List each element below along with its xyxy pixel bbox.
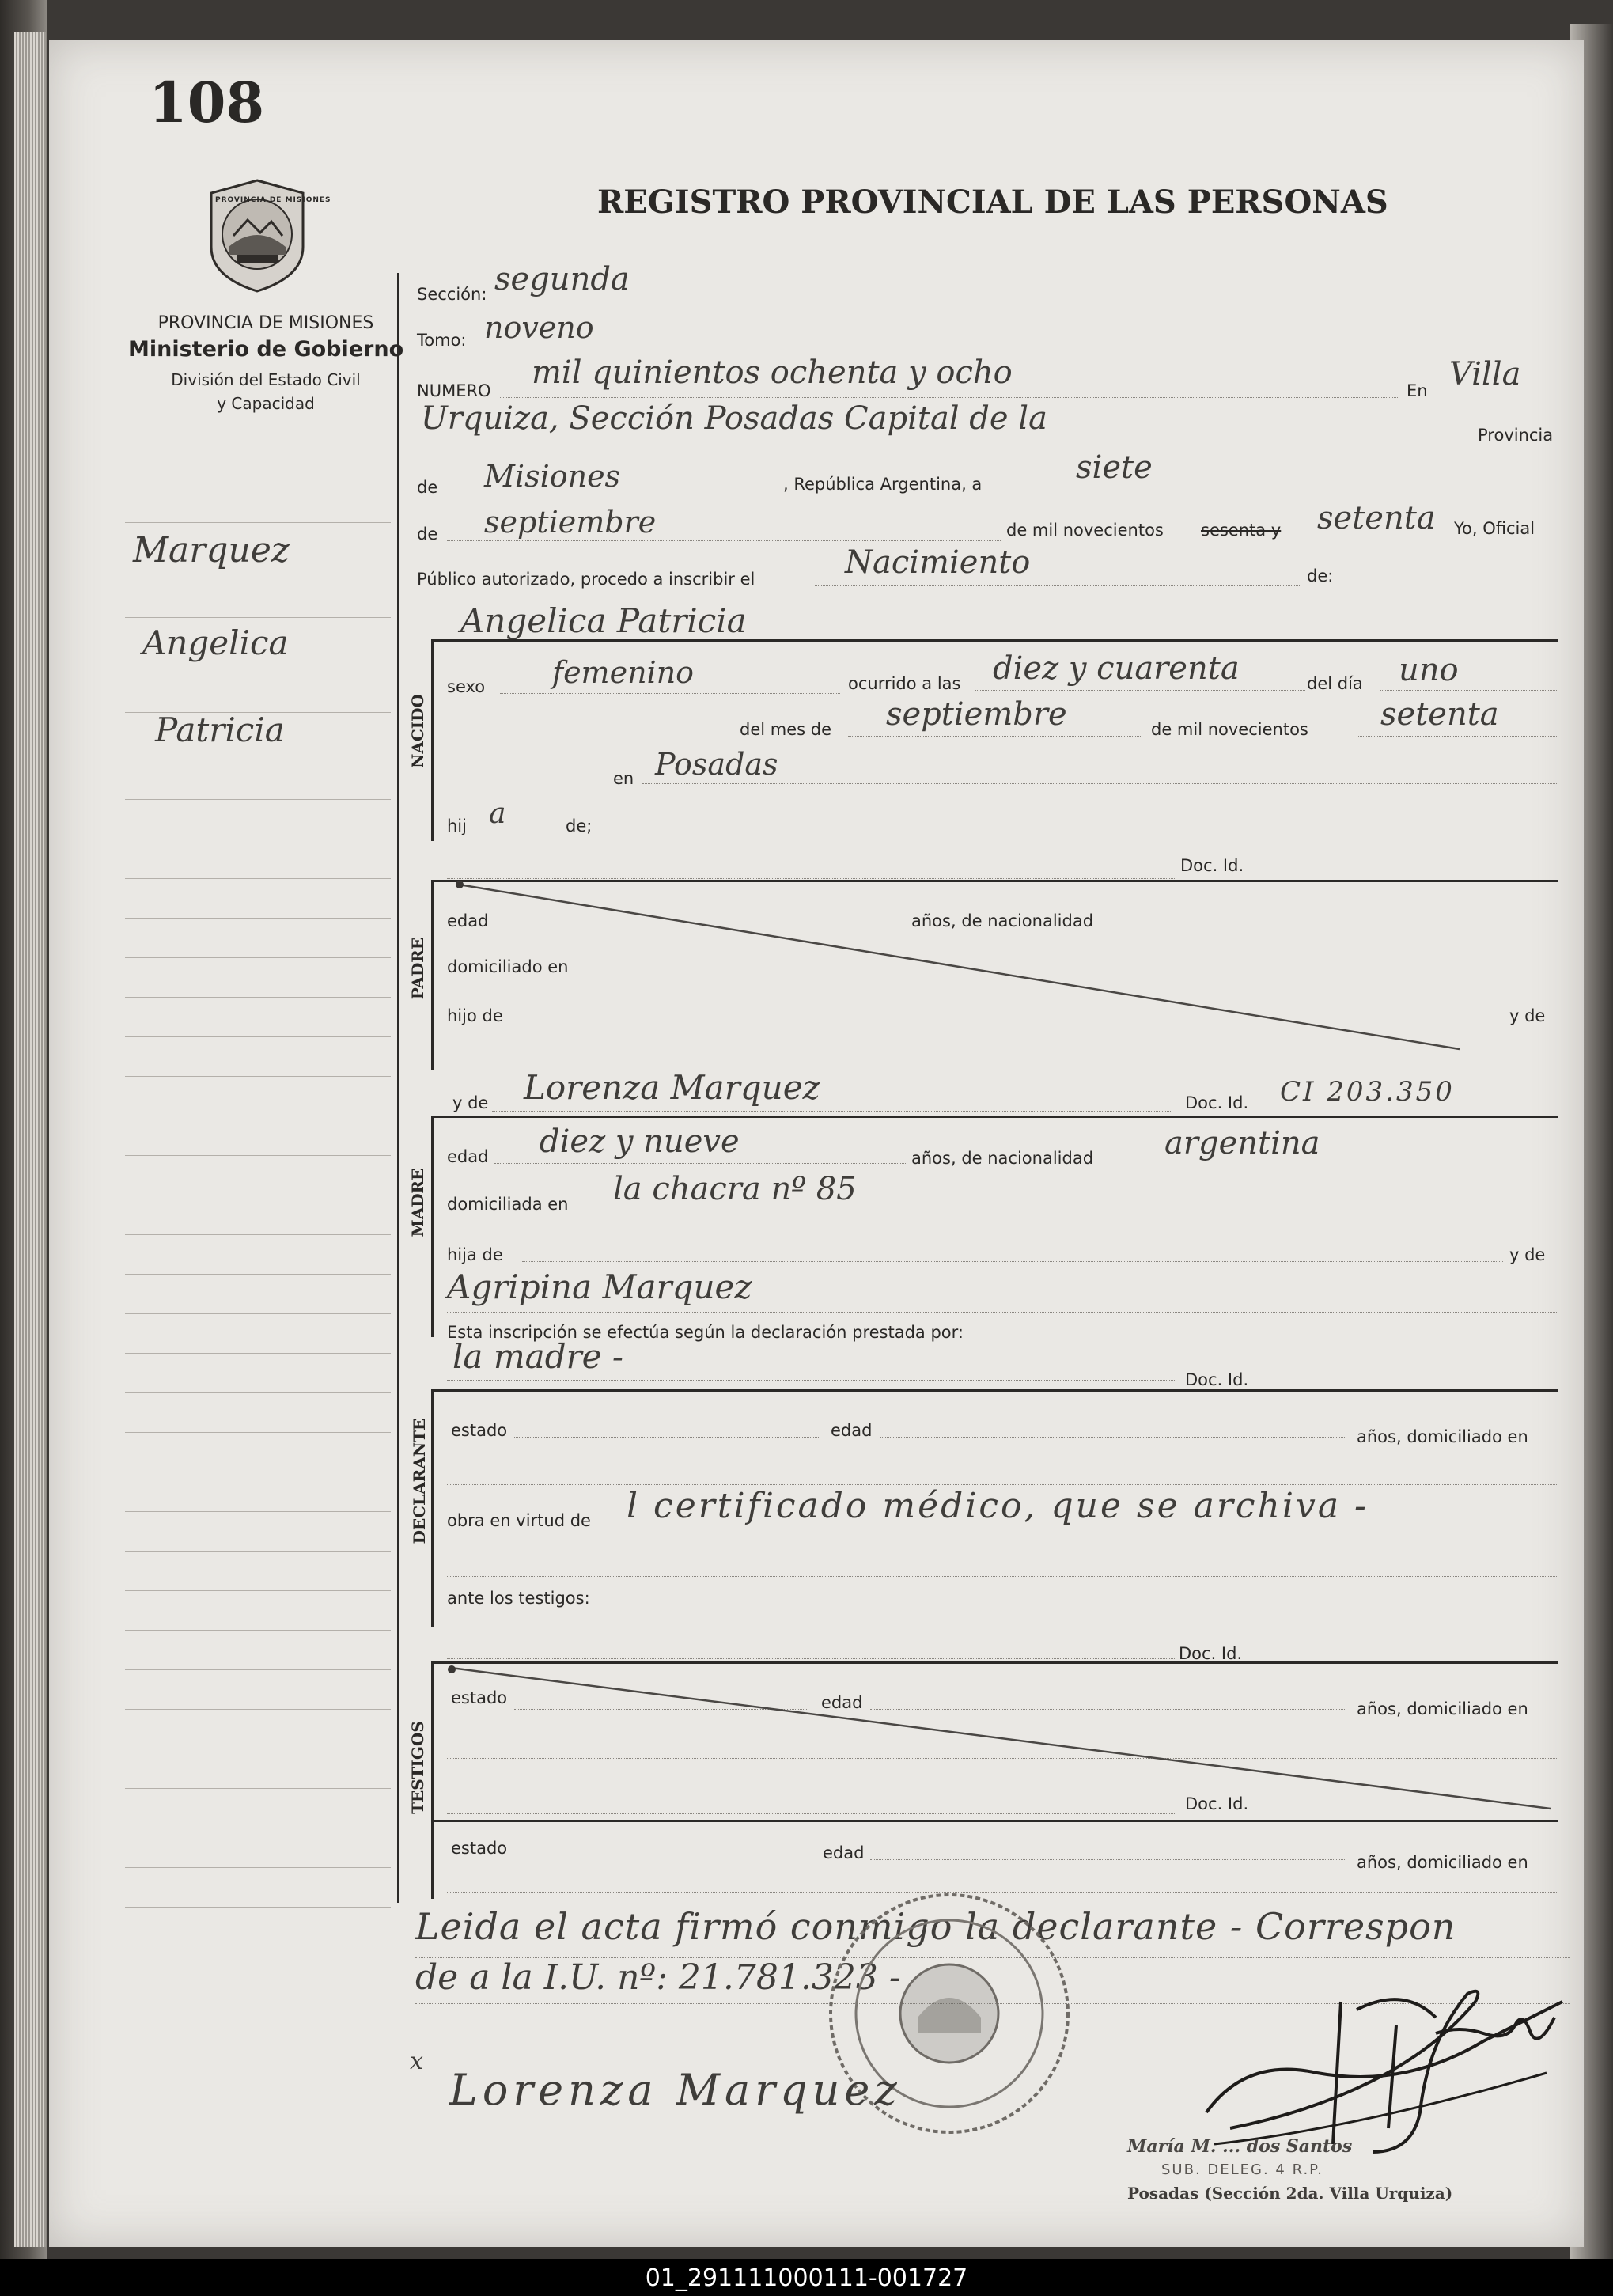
seccion-label: Sección: bbox=[417, 285, 487, 304]
padre-edad-label: edad bbox=[447, 911, 489, 930]
madre-left-rule bbox=[431, 1116, 434, 1337]
testigos-intro-label: ante los testigos: bbox=[447, 1589, 590, 1608]
madre-edad-value: diez y nueve bbox=[540, 1123, 740, 1160]
hora-value: diez y cuarenta bbox=[993, 650, 1240, 687]
declarante-intro-label: Esta inscripción se efectúa según la declaración prestada por: bbox=[447, 1323, 964, 1342]
testigos-edad2-label: edad bbox=[823, 1843, 865, 1862]
dia-label: del día bbox=[1307, 674, 1363, 693]
testigos-mid-rule bbox=[431, 1820, 1558, 1822]
madre-doc-label: Doc. Id. bbox=[1185, 1093, 1249, 1112]
officer-stamp-line2: SUB. DELEG. 4 R.P. bbox=[1161, 2161, 1323, 2178]
hij-value: a bbox=[489, 798, 506, 830]
declarante-edad-label: edad bbox=[831, 1421, 873, 1440]
declarant-signature: Lorenza Marquez bbox=[449, 2065, 902, 2115]
padre-domic-label: domiciliado en bbox=[447, 957, 569, 976]
padre-y-de-label: y de bbox=[1509, 1006, 1546, 1025]
madre-y-de2-label: y de bbox=[1509, 1245, 1546, 1264]
province-seal-icon bbox=[202, 176, 312, 296]
en-value: Villa bbox=[1449, 356, 1521, 392]
acto-value: Nacimiento bbox=[845, 544, 1031, 581]
tomo-label: Tomo: bbox=[417, 331, 467, 350]
madre-top-rule bbox=[431, 1116, 1558, 1118]
seal-text: PROVINCIA DE MISIONES bbox=[215, 196, 331, 204]
nacido-section-label: NACIDO bbox=[408, 694, 427, 768]
sexo-label: sexo bbox=[447, 677, 486, 696]
year-value: setenta bbox=[1317, 500, 1436, 536]
margin-second-name: Patricia bbox=[155, 710, 285, 749]
testigos-left-rule bbox=[431, 1661, 434, 1899]
nacido-left-rule bbox=[431, 639, 434, 841]
de3-label: de: bbox=[1307, 566, 1334, 585]
lugar-value: Posadas bbox=[655, 747, 778, 782]
madre-section-label: MADRE bbox=[408, 1168, 427, 1237]
declarante-doc-label: Doc. Id. bbox=[1185, 1370, 1249, 1389]
page-number: 108 bbox=[149, 70, 265, 135]
publico-label: Público autorizado, procedo a inscribir el bbox=[417, 570, 755, 589]
ocurrido-label: ocurrido a las bbox=[848, 674, 961, 693]
closing-line2: de a la I.U. nº: 21.781.323 - bbox=[415, 1957, 901, 1998]
hij-de-label: de; bbox=[566, 816, 593, 835]
hij-label: hij bbox=[447, 816, 467, 835]
declarante-top-rule bbox=[431, 1389, 1558, 1392]
declarante-left-rule bbox=[431, 1389, 434, 1627]
padre-strike-line bbox=[455, 878, 1467, 1052]
declarante-section-label: DECLARANTE bbox=[410, 1418, 429, 1544]
anio-label: de mil novecientos bbox=[1151, 720, 1308, 739]
dia-value: uno bbox=[1399, 652, 1459, 688]
madre-domic-value: la chacra nº 85 bbox=[613, 1171, 857, 1207]
officer-stamp-line3: Posadas (Sección 2da. Villa Urquiza) bbox=[1127, 2184, 1453, 2203]
nacido-top-rule bbox=[431, 639, 1558, 642]
month-value: septiembre bbox=[484, 505, 657, 540]
madre-mother-value: Agripina Marquez bbox=[447, 1267, 752, 1306]
padre-hijo-label: hijo de bbox=[447, 1006, 503, 1025]
testigos-section-label: TESTIGOS bbox=[408, 1721, 427, 1814]
madre-y-de-label: y de bbox=[452, 1093, 489, 1112]
page-stack-edges bbox=[14, 32, 46, 2247]
declarante-estado-label: estado bbox=[451, 1421, 508, 1440]
oficial-label: Yo, Oficial bbox=[1454, 519, 1535, 538]
division-line1: División del Estado Civil bbox=[171, 370, 361, 389]
signature-mark: x bbox=[410, 2048, 423, 2075]
madre-edad-label: edad bbox=[447, 1147, 489, 1166]
closing-line1: Leida el acta firmó conmigo la declarante - Correspon bbox=[415, 1905, 1456, 1948]
padre-doc-label: Doc. Id. bbox=[1180, 856, 1244, 875]
margin-surname: Marquez bbox=[133, 530, 290, 570]
madre-doc-value: CI 203.350 bbox=[1280, 1076, 1455, 1108]
numero-value: mil quinientos ochenta y ocho bbox=[532, 354, 1013, 391]
registrant-name: Angelica Patricia bbox=[460, 601, 747, 640]
madre-nac-value: argentina bbox=[1164, 1125, 1320, 1161]
de-value: Misiones bbox=[484, 459, 621, 494]
de-label: de bbox=[417, 478, 438, 497]
madre-hija-label: hija de bbox=[447, 1245, 503, 1264]
ministry-name: Ministerio de Gobierno bbox=[128, 337, 404, 362]
testigos-estado2-label: estado bbox=[451, 1839, 508, 1858]
declarante-name-value: la madre - bbox=[452, 1337, 624, 1376]
provincia-label: Provincia bbox=[1478, 426, 1554, 445]
mes-value: septiembre bbox=[886, 696, 1067, 733]
obra-value: l certificado médico, que se archiva - bbox=[627, 1486, 1369, 1526]
madre-domic-label: domiciliada en bbox=[447, 1195, 569, 1214]
testigos-doc-label: Doc. Id. bbox=[1179, 1644, 1243, 1663]
province-name: PROVINCIA DE MISIONES bbox=[157, 313, 374, 333]
testigos-domic-label: años, domiciliado en bbox=[1357, 1699, 1528, 1718]
officer-stamp-name: María M. ... dos Santos bbox=[1127, 2136, 1353, 2157]
obra-label: obra en virtud de bbox=[447, 1511, 591, 1530]
anio-value: setenta bbox=[1380, 696, 1499, 733]
official-signature-icon bbox=[1198, 1954, 1570, 2160]
sexo-value: femenino bbox=[552, 655, 695, 690]
padre-nac-label: años, de nacionalidad bbox=[911, 911, 1094, 930]
testigos-domic2-label: años, domiciliado en bbox=[1357, 1853, 1528, 1872]
day-value: siete bbox=[1076, 449, 1153, 486]
en-label: En bbox=[1407, 381, 1428, 400]
madre-name-value: Lorenza Marquez bbox=[524, 1068, 820, 1107]
de2-label: de bbox=[417, 525, 438, 544]
year-struck: sesenta y bbox=[1201, 521, 1282, 540]
testigos-estado-label: estado bbox=[451, 1688, 508, 1707]
footer-code: 01_291111000111-001727 bbox=[645, 2264, 968, 2292]
numero-label: NUMERO bbox=[417, 381, 491, 400]
padre-section-label: PADRE bbox=[408, 937, 427, 1000]
en-nacido-label: en bbox=[613, 769, 634, 788]
seccion-value: segunda bbox=[494, 261, 630, 297]
margin-first-name: Angelica bbox=[142, 623, 289, 662]
main-vertical-rule bbox=[397, 273, 399, 1903]
mes-label: del mes de bbox=[740, 720, 832, 739]
year-label: de mil novecientos bbox=[1006, 521, 1164, 540]
page-title: REGISTRO PROVINCIAL DE LAS PERSONAS bbox=[597, 184, 1388, 221]
division-line2: y Capacidad bbox=[217, 394, 315, 413]
tomo-value: noveno bbox=[484, 310, 594, 345]
padre-left-rule bbox=[431, 880, 434, 1070]
madre-nac-label: años, de nacionalidad bbox=[911, 1149, 1094, 1168]
testigos-edad-label: edad bbox=[821, 1693, 863, 1712]
locality-line: Urquiza, Sección Posadas Capital de la bbox=[421, 400, 1047, 437]
testigos-strike-line bbox=[447, 1661, 1554, 1812]
republica-label: , República Argentina, a bbox=[783, 475, 983, 494]
declarante-domic-label: años, domiciliado en bbox=[1357, 1427, 1528, 1446]
testigos-doc2-label: Doc. Id. bbox=[1185, 1794, 1249, 1813]
